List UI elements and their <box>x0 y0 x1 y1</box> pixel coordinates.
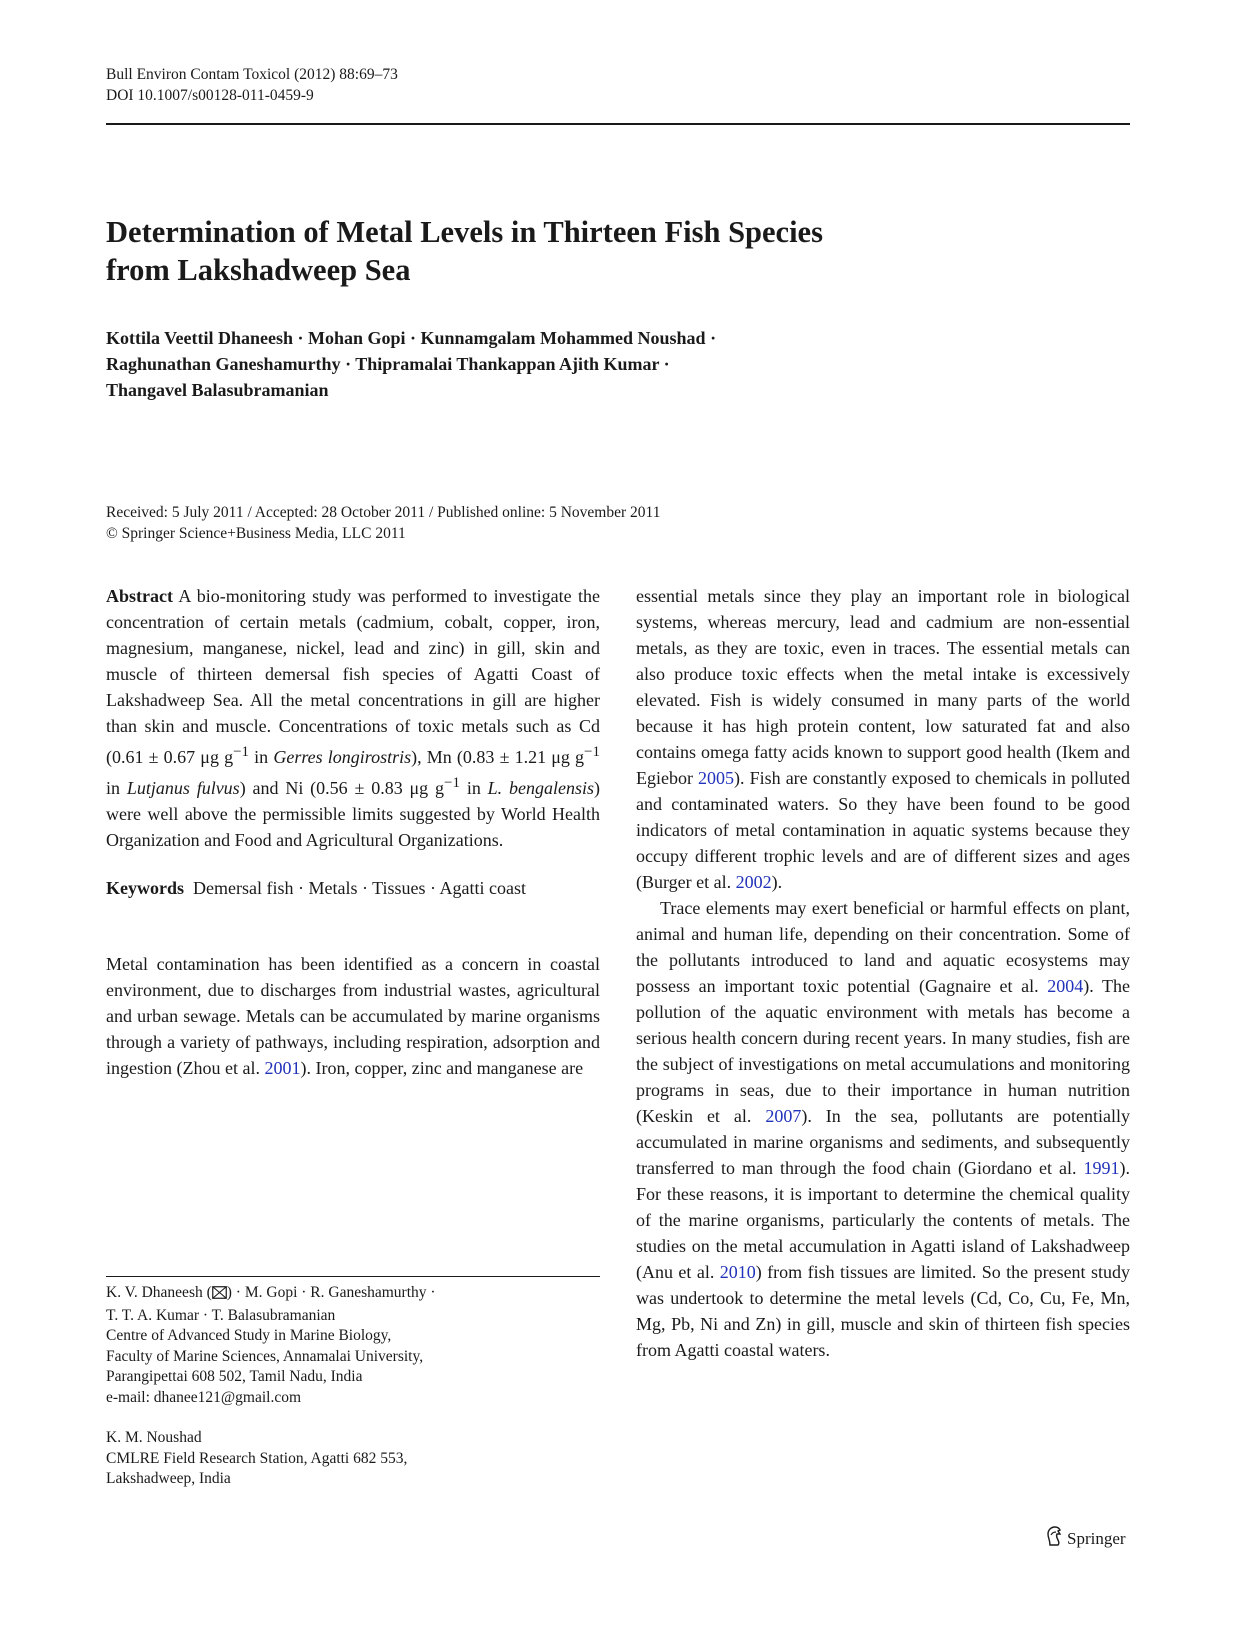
copyright-line: © Springer Science+Business Media, LLC 2011 <box>106 525 406 542</box>
affil-2-line-2: CMLRE Field Research Station, Agatti 682 553, <box>106 1449 408 1467</box>
citation-link[interactable]: 2004 <box>1047 976 1084 996</box>
footnote-rule <box>106 1276 600 1277</box>
left-column <box>106 583 600 1081</box>
citation-link[interactable]: 2002 <box>735 872 772 892</box>
citation-link[interactable]: 2007 <box>765 1106 802 1126</box>
citation-link[interactable]: 1991 <box>1083 1158 1120 1178</box>
received-accepted-line: Received: 5 July 2011 / Accepted: 28 October 2011 / Published online: 5 November 2011 <box>106 504 661 521</box>
species-name: Lutjanus fulvus <box>126 778 240 798</box>
header-rule <box>106 123 1130 125</box>
right-column <box>636 583 1130 1363</box>
springer-footer <box>1045 1526 1126 1551</box>
journal-header <box>106 64 398 106</box>
citation-link[interactable]: 2005 <box>698 768 735 788</box>
affil-1-line-3: Centre of Advanced Study in Marine Biology, <box>106 1327 392 1344</box>
publication-dates <box>106 502 660 544</box>
doi-line: DOI 10.1007/s00128-011-0459-9 <box>106 87 314 104</box>
keywords <box>106 875 600 901</box>
springer-wordmark: Springer <box>1067 1528 1126 1548</box>
authors-line-1: Kottila Veettil Dhaneesh · Mohan Gopi · Kunnamgalam Mohammed Noushad · <box>106 328 717 348</box>
authors-line-3: Thangavel Balasubramanian <box>106 380 329 400</box>
intro-paragraph-1: Metal contamination has been identified as a concern in coastal environment, due to discharges from industrial wastes, agricultural and urban sewage. Metals can be accumulated by marine organisms through a variety of pathways, including respiration, adsorption and ingestion (Zhou et al. 2001). Iron, copper, zinc and manganese are <box>106 954 600 1078</box>
affiliations <box>106 1283 600 1490</box>
citation-link[interactable]: 2010 <box>719 1262 756 1282</box>
affil-1-line-5: Parangipettai 608 502, Tamil Nadu, India <box>106 1368 363 1385</box>
springer-horse-icon <box>1045 1526 1063 1551</box>
species-name: L. bengalensis <box>487 778 594 798</box>
envelope-icon <box>212 1285 227 1306</box>
keywords-list: Demersal fish · Metals · Tissues · Agatti coast <box>184 878 526 898</box>
affil-1-line-4: Faculty of Marine Sciences, Annamalai University, <box>106 1347 424 1365</box>
affil-1-line-2: T. T. A. Kumar · T. Balasubramanian <box>106 1306 336 1324</box>
affil-1-line-1: K. V. Dhaneesh ( ) · M. Gopi · R. Ganeshamurthy · <box>106 1283 600 1306</box>
journal-citation: Bull Environ Contam Toxicol (2012) 88:69–73 <box>106 66 398 83</box>
abstract: Abstract A bio-monitoring study was performed to investigate the concentration of certain metals (cadmium, cobalt, copper, iron, magnesium, manganese, nickel, lead and zinc) in gill, skin and muscle of thirteen demersal fish species of Agatti Coast of Lakshadweep Sea. All the metal concentrations in gill are higher than skin and muscle. Concentrations of toxic metals such as Cd (0.61 ± 0.67 μg $g^{-1}$ in Gerres longirostris), Mn (0.83 ± 1.21 μg $g^{-1}$ in Lutjanus fulvus) and Ni (0.56 ± 0.83 μg $g^{-1}$ in L. bengalensis) were well above the permissible limits suggested by World Health Organization and Food and Agricultural Organizations. <box>106 586 600 850</box>
affil-1-email: e-mail: dhanee121@gmail.com <box>106 1388 302 1406</box>
author-list <box>106 325 1006 403</box>
affil-2-line-1: K. M. Noushad <box>106 1429 202 1446</box>
citation-link[interactable]: 2001 <box>264 1058 301 1078</box>
intro-paragraph-2: essential metals since they play an important role in biological systems, whereas mercury, lead and cadmium are non-essential metals, as they are toxic, even in traces. The essential metals can also produce toxic effects when the metal intake is excessively elevated. Fish is widely consumed in many parts of the world because it has high protein content, low saturated fat and also contains omega fatty acids known to support good health (Ikem and Egiebor 2005). Fish are constantly exposed to chemicals in polluted and contaminated waters. So they have been found to be good indicators of metal contamination in aquatic systems because they occupy different trophic levels and are of different sizes and ages (Burger et al. 2002). <box>636 586 1130 892</box>
abstract-heading: Abstract <box>106 586 173 606</box>
affil-2-line-3: Lakshadweep, India <box>106 1470 231 1487</box>
authors-line-2: Raghunathan Ganeshamurthy · Thipramalai Thankappan Ajith Kumar · <box>106 354 670 374</box>
keywords-heading: Keywords <box>106 878 184 898</box>
article-title <box>106 213 966 289</box>
species-name: Gerres longirostris <box>273 747 412 767</box>
title-line-1: Determination of Metal Levels in Thirteen Fish Species <box>106 215 823 249</box>
title-line-2: from Lakshadweep Sea <box>106 253 411 287</box>
intro-paragraph-3: Trace elements may exert beneficial or harmful effects on plant, animal and human life, depending on their concentration. Some of the pollutants introduced to land and aquatic ecosystems may possess an important toxic potential (Gagnaire et al. 2004). The pollution of the aquatic environment with metals has become a serious health concern during recent years. In many studies, fish are the subject of investigations on metal accumulations and monitoring programs in seas, due to their importance in human nutrition (Keskin et al. 2007). In the sea, pollutants are potentially accumulated in marine organisms and sediments, and subsequently transferred to man through the food chain (Giordano et al. 1991). For these reasons, it is important to determine the chemical quality of the marine organisms, particularly the contents of metals. The studies on the metal accumulation in Agatti island of Lakshadweep (Anu et al. 2010) from fish tissues are limited. So the present study was undertook to determine the metal levels (Cd, Co, Cu, Fe, Mn, Mg, Pb, Ni and Zn) in gill, muscle and skin of thirteen fish species from Agatti coastal waters. <box>636 898 1130 1360</box>
